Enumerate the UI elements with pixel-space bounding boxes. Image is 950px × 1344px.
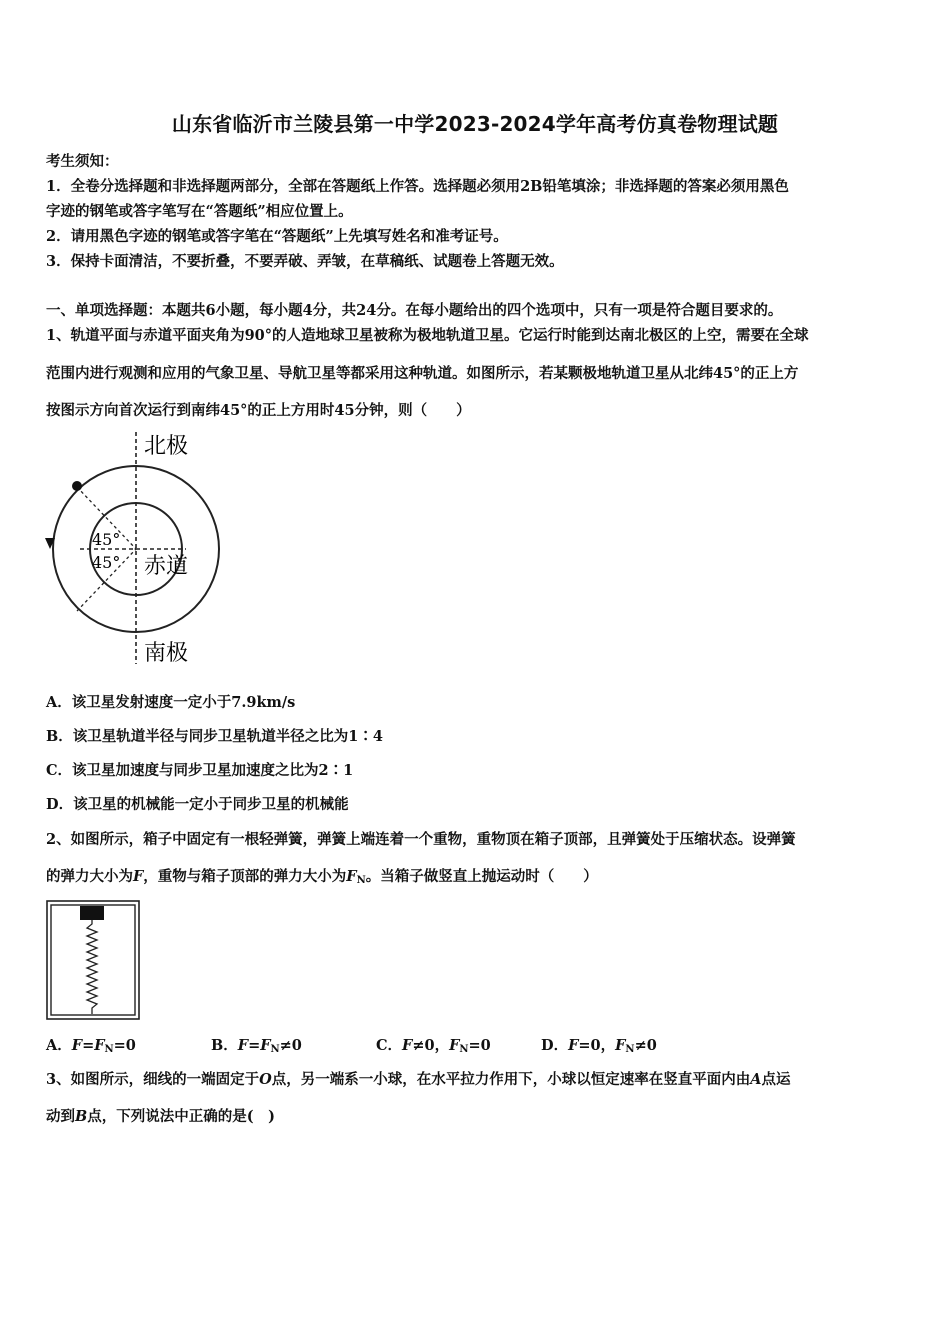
satellite-dot [72, 481, 82, 491]
option-d: D．F=0，$F_N\ne 0$ [541, 1037, 657, 1055]
option-c: C．F≠0，$F_N=0$ [376, 1037, 491, 1055]
question-3-text: 动到B点，下列说法中正确的是( ) [46, 1108, 275, 1125]
option-c: C．该卫星加速度与同步卫星加速度之比为2∶1 [46, 762, 354, 779]
notice-item: 字迹的钢笔或答字笔写在“答题纸”相应位置上。 [46, 203, 353, 220]
north-pole-label: 北极 [144, 434, 189, 459]
option-a: A．该卫星发射速度一定小于7.9km/s [46, 694, 296, 711]
notice-heading: 考生须知： [46, 153, 119, 170]
option-b: B．$F=F_N\ne 0$ [211, 1037, 302, 1055]
page-title: 山东省临沂市兰陵县第一中学2023-2024学年高考仿真卷物理试题 [171, 112, 779, 136]
equator-label: 赤道 [144, 554, 189, 579]
box-inner [51, 905, 135, 1015]
question-2-text: 的弹力大小为F，重物与箱子顶部的弹力大小为$F_N$。当箱子做竖直上抛运动时（ ） [46, 868, 598, 886]
angle-label-top: 45° [92, 530, 121, 549]
notice-item: 2．请用黑色字迹的钢笔或答字笔在“答题纸”上先填写姓名和准考证号。 [46, 228, 508, 245]
notice-item: 3．保持卡面清洁，不要折叠，不要弄破、弄皱，在草稿纸、试题卷上答题无效。 [46, 253, 564, 270]
question-3-text: 3、如图所示，细线的一端固定于O点，另一端系一小球，在水平拉力作用下，小球以恒定速率在竖直平面内由A点运 [46, 1071, 791, 1088]
polar-orbit-figure [40, 428, 240, 668]
south-pole-label: 南极 [144, 641, 189, 666]
question-1-text: 1、轨道平面与赤道平面夹角为90°的人造地球卫星被称为极地轨道卫星。它运行时能到达南北极区的上空，需要在全球 [46, 327, 809, 344]
option-a: A．$F=F_N=0$ [46, 1037, 136, 1055]
question-2-text: 2、如图所示，箱子中固定有一根轻弹簧，弹簧上端连着一个重物，重物顶在箱子顶部，且弹簧处于压缩状态。设弹簧 [46, 831, 796, 848]
weight-block [80, 906, 104, 920]
option-d: D．该卫星的机械能一定小于同步卫星的机械能 [46, 796, 349, 813]
spring-box-figure [46, 900, 142, 1022]
question-1-text: 按图示方向首次运行到南纬45°的正上方用时45分钟，则（ ） [46, 402, 471, 419]
section-heading: 一、单项选择题：本题共6小题，每小题4分，共24分。在每小题给出的四个选项中，只有一项是符合题目要求的。 [46, 302, 783, 319]
spring-coil [87, 920, 97, 1014]
question-1-text: 范围内进行观测和应用的气象卫星、导航卫星等都采用这种轨道。如图所示，若某颗极地轨道卫星从北纬45°的正上方 [46, 365, 799, 382]
option-b: B．该卫星轨道半径与同步卫星轨道半径之比为1∶4 [46, 728, 383, 745]
notice-item: 1．全卷分选择题和非选择题两部分，全部在答题纸上作答。选择题必须用2B铅笔填涂；非选择题的答案必须用黑色 [46, 178, 789, 195]
angle-label-bottom: 45° [92, 553, 121, 572]
